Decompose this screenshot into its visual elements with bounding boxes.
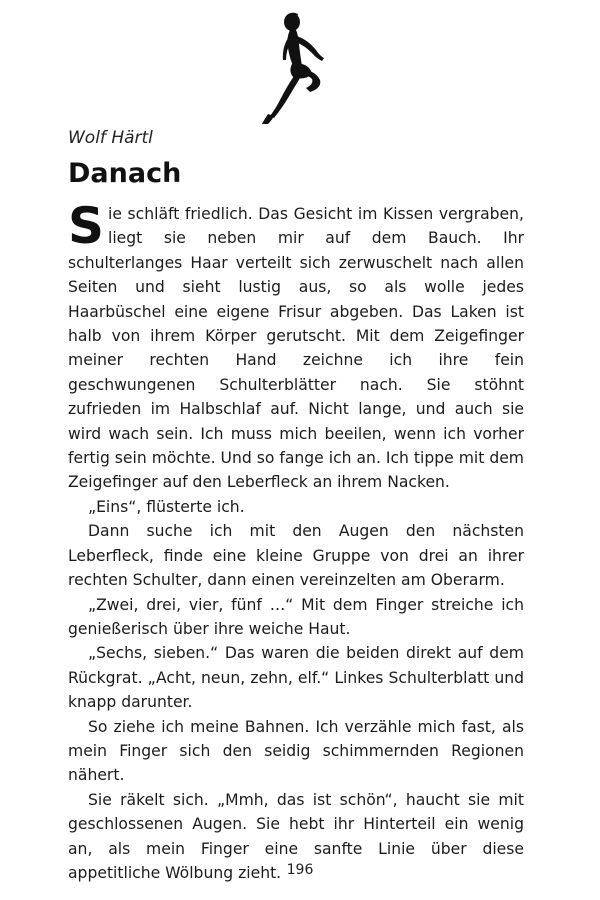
paragraph-6: So ziehe ich meine Bahnen. Ich verzähle mich fast, als mein Finger sich den seidig schimmernden Regionen nähert.: [68, 717, 524, 785]
story-body: [68, 197, 524, 885]
paragraph-3: Dann suche ich mit den Augen den nächsten Leberfleck, finde eine kleine Gruppe von drei an ihrer rechten Schulter, dann einen vereinzelten am Oberarm.: [68, 522, 524, 590]
author-name: Wolf Härtl: [68, 128, 153, 148]
paragraph-5: „Sechs, sieben.“ Das waren die beiden direkt auf dem Rückgrat. „Acht, neun, zehn, elf.“ Linkes Schulterblatt und knapp darunter.: [68, 644, 524, 712]
paragraph-4: „Zwei, drei, vier, fünf …“ Mit dem Finger streiche ich genießerisch über ihre weiche Haut.: [68, 595, 524, 638]
paragraph-7: Sie räkelt sich. „Mmh, das ist schön“, haucht sie mit geschlossenen Augen. Sie hebt ihr Hinterteil ein wenig an, als mein Finger eine sanfte Linie über diese appetitliche Wölbung zieht.: [68, 790, 524, 882]
page-number: 196: [286, 862, 314, 878]
seated-woman-silhouette-icon: [250, 8, 340, 126]
paragraph-2: „Eins“, flüsterte ich.: [88, 497, 245, 516]
paragraph-1: [68, 197, 524, 495]
story-title: Danach: [68, 158, 182, 189]
paragraph-1-text: ie schläft friedlich. Das Gesicht im Kissen vergraben, liegt sie neben mir auf dem Bauch. Ihr schulterlanges Haar verteilt sich zerwuschelt nach allen Seiten und sieht lustig aus, so als wolle jedes Haarbüschel eine eigene Frisur abgeben. Das Laken ist halb von ihrem Körper gerutscht. Mit dem Zeigefinger meiner rechten Hand zeichne ich ihre fein geschwungenen Schulterblätter nach. Sie stöhnt zufrieden im Halbschlaf auf. Nicht lange, und auch sie wird wach sein. Ich muss mich beeilen, wenn ich vorher fertig sein möchte. Und so fange ich an. Ich tippe mit dem Zeigefinger auf den Leberfleck an ihrem Nacken.: [68, 205, 524, 492]
drop-cap: S: [68, 197, 105, 255]
